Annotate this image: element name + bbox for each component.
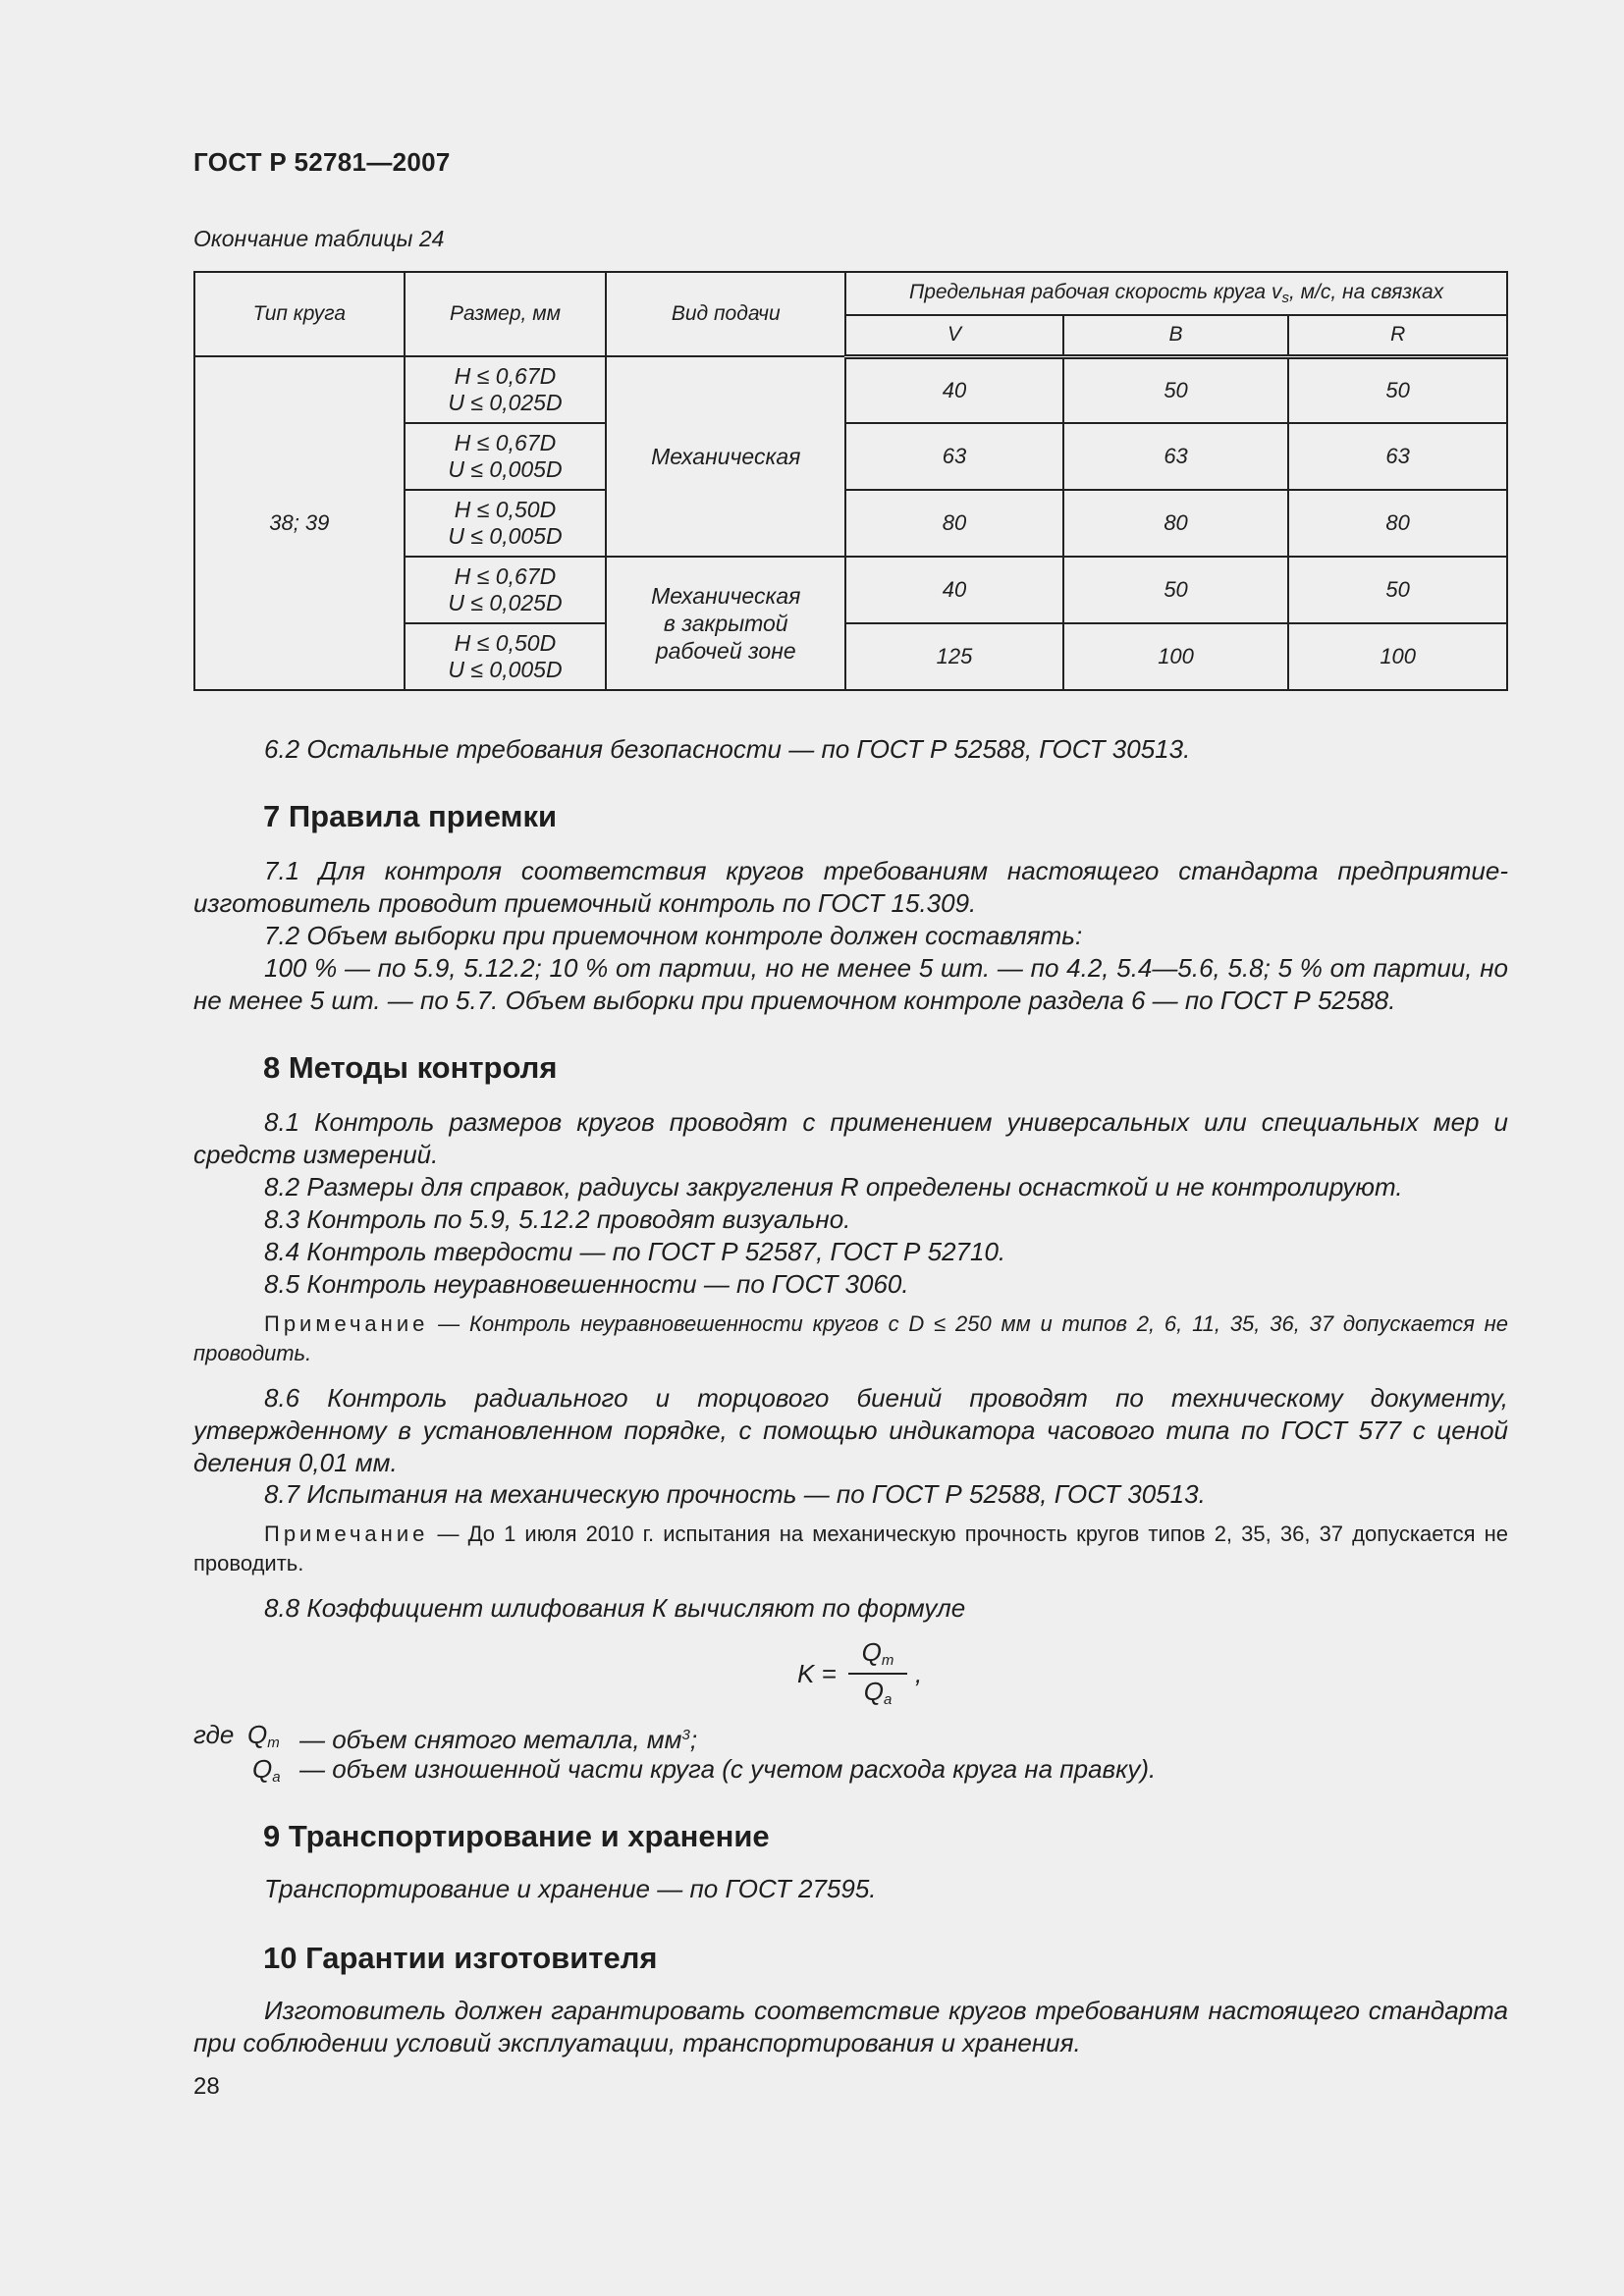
table-row (194, 356, 1507, 423)
legend-text-qm (299, 1718, 697, 1757)
legend-row-qm (193, 1718, 698, 1754)
paragraph-text: 8.6 Контроль радиального и торцового биений проводят по техническому документу, утвержденному в установленном порядке, с помощью индикатора часового типа по ГОСТ 577 с ценой деления 0,01 мм. (193, 1383, 1508, 1477)
paragraph-text: 6.2 Остальные требования безопасности — по ГОСТ Р 52588, ГОСТ 30513. (264, 734, 1191, 764)
paragraph-text: 8.7 Испытания на механическую прочность — по ГОСТ Р 52588, ГОСТ 30513. (264, 1479, 1206, 1509)
paragraph-8-1 (193, 1106, 1508, 1171)
col-header-type: Тип круга (194, 272, 405, 356)
paragraph-text: 100 % — по 5.9, 5.12.2; 10 % от партии, но не менее 5 шт. — по 4.2, 5.4—5.6, 5.8; 5 % от партии, но не менее 5 шт. — по 5.7. Объем выборки при приемочном контроле раздела 6 — по ГОСТ Р 52588. (193, 953, 1508, 1015)
cell-speed-b: 63 (1063, 423, 1289, 490)
paragraph-text: 8.1 Контроль размеров кругов проводят с применением универсальных или специальных мер и средств измерений. (193, 1107, 1508, 1169)
paragraph-text: 8.3 Контроль по 5.9, 5.12.2 проводят визуально. (264, 1204, 851, 1234)
paragraph-6-2 (193, 733, 1508, 766)
numerator-symbol: Q (861, 1637, 882, 1667)
cell-speed-b: 100 (1063, 623, 1289, 690)
section-8-heading: 8 Методы контроля (263, 1050, 558, 1085)
speed-header-sub: s (1281, 290, 1289, 306)
size-line-1: H ≤ 0,50D (454, 630, 557, 656)
legend-row-qa (193, 1752, 1157, 1787)
cell-speed-b: 50 (1063, 356, 1289, 423)
cell-speed-b: 80 (1063, 490, 1289, 557)
paragraph-8-6 (193, 1382, 1508, 1479)
paragraph-7-2 (193, 920, 1508, 952)
paragraph-8-3 (193, 1203, 1508, 1236)
col-header-bond-v: V (845, 315, 1063, 356)
symbol-sub: m (267, 1735, 280, 1751)
note-1 (193, 1309, 1508, 1368)
col-header-speed (845, 272, 1507, 315)
paragraph-text: 7.2 Объем выборки при приемочном контроле должен составлять: (264, 921, 1083, 950)
size-line-1: H ≤ 0,50D (454, 497, 557, 522)
speed-header-prefix: Предельная рабочая скорость круга v (908, 281, 1282, 303)
symbol: Q (252, 1754, 273, 1784)
note-2 (193, 1520, 1508, 1578)
paragraph-text: 8.8 Коэффициент шлифования К вычисляют по формуле (264, 1593, 966, 1623)
formula-legend (193, 1718, 1157, 1787)
section-9-heading: 9 Транспортирование и хранение (263, 1819, 770, 1853)
cell-speed-b: 50 (1063, 557, 1289, 623)
col-header-bond-b: B (1063, 315, 1289, 356)
section-7-heading: 7 Правила приемки (263, 799, 558, 833)
paragraph-8-8 (193, 1592, 1508, 1625)
symbol-sub: a (272, 1769, 281, 1786)
cell-speed-v: 80 (845, 490, 1063, 557)
paragraph-10 (193, 1995, 1508, 2059)
cell-feed-closed-zone (606, 557, 845, 690)
cell-speed-v: 125 (845, 623, 1063, 690)
feed-closed-text: Механическая в закрытой рабочей зоне (651, 583, 801, 664)
formula-comma: , (915, 1659, 923, 1688)
size-line-2: U ≤ 0,005D (448, 456, 563, 482)
document-header: ГОСТ Р 52781—2007 (193, 147, 451, 177)
size-line-2: U ≤ 0,025D (448, 590, 563, 615)
paragraph-8-5 (193, 1268, 1508, 1301)
cell-speed-r: 100 (1288, 623, 1507, 690)
cell-size (405, 356, 607, 423)
paragraph-text: 8.4 Контроль твердости — по ГОСТ Р 52587, ГОСТ Р 52710. (264, 1237, 1006, 1266)
col-header-feed: Вид подачи (606, 272, 845, 356)
size-line-1: H ≤ 0,67D (454, 430, 557, 455)
paragraph-8-4 (193, 1236, 1508, 1268)
paragraph-text: Транспортирование и хранение — по ГОСТ 27595. (264, 1874, 877, 1903)
cell-feed-mechanical: Механическая (606, 356, 845, 557)
paragraph-7-2-values (193, 952, 1508, 1017)
size-line-1: H ≤ 0,67D (454, 363, 557, 389)
cell-speed-r: 80 (1288, 490, 1507, 557)
size-line-2: U ≤ 0,025D (448, 390, 563, 415)
cell-wheel-type: 38; 39 (194, 356, 405, 690)
col-header-size: Размер, мм (405, 272, 607, 356)
cell-speed-r: 50 (1288, 557, 1507, 623)
paragraph-text: 7.1 Для контроля соответствия кругов требованиям настоящего стандарта предприятие-изготовитель проводит приемочный контроль по ГОСТ 15.309. (193, 856, 1508, 918)
cell-speed-r: 50 (1288, 356, 1507, 423)
size-line-1: H ≤ 0,67D (454, 563, 557, 589)
legend-sup: 3 (681, 1727, 690, 1743)
legend-end: ; (689, 1725, 698, 1754)
legend-text: — объем снятого металла, мм (299, 1725, 682, 1754)
fraction-bar (848, 1673, 907, 1675)
paragraph-text: Изготовитель должен гарантировать соответствие кругов требованиям настоящего стандарта при соблюдении условий эксплуатации, транспортирования и хранения. (193, 1996, 1508, 2057)
formula-fraction (848, 1637, 907, 1710)
note-text: — До 1 июля 2010 г. испытания на механическую прочность кругов типов 2, 35, 36, 37 допускается не проводить. (193, 1522, 1508, 1575)
size-line-2: U ≤ 0,005D (448, 657, 563, 682)
col-header-bond-r: R (1288, 315, 1507, 356)
formula-denominator (848, 1677, 907, 1710)
cell-size (405, 623, 607, 690)
symbol: Q (247, 1720, 268, 1749)
cell-speed-r: 63 (1288, 423, 1507, 490)
paragraph-9 (193, 1873, 1508, 1905)
numerator-sub: m (881, 1652, 894, 1669)
cell-speed-v: 40 (845, 557, 1063, 623)
paragraph-8-7 (193, 1478, 1508, 1511)
note-label: Примечание (264, 1522, 429, 1546)
speed-header-suffix: , м/с, на связках (1288, 281, 1444, 303)
paragraph-text: 8.5 Контроль неуравновешенности — по ГОСТ 3060. (264, 1269, 909, 1299)
cell-speed-v: 40 (845, 356, 1063, 423)
cell-size (405, 490, 607, 557)
cell-speed-v: 63 (845, 423, 1063, 490)
paragraph-8-2 (193, 1171, 1508, 1203)
formula-numerator (848, 1637, 907, 1671)
formula-lhs: K = (797, 1659, 837, 1688)
note-text: — Контроль неуравновешенности кругов с D ≤ 250 мм и типов 2, 6, 11, 35, 36, 37 допускается не проводить. (193, 1311, 1508, 1365)
cell-size (405, 423, 607, 490)
paragraph-text: 8.2 Размеры для справок, радиусы закругления R определены оснасткой и не контролируют. (264, 1172, 1403, 1201)
section-10-heading: 10 Гарантии изготовителя (263, 1941, 658, 1975)
table-caption: Окончание таблицы 24 (193, 226, 445, 251)
legend-lead: где (193, 1720, 235, 1749)
legend-symbol-qa (252, 1752, 281, 1794)
paragraph-7-1 (193, 855, 1508, 920)
legend-text-qa: — объем изношенной части круга (с учетом расхода круга на правку). (299, 1754, 1157, 1784)
note-label: Примечание (264, 1311, 429, 1336)
denominator-symbol: Q (863, 1677, 884, 1706)
speed-table (193, 271, 1508, 691)
page-number: 28 (193, 2073, 220, 2100)
cell-size (405, 557, 607, 623)
denominator-sub: a (883, 1691, 893, 1708)
size-line-2: U ≤ 0,005D (448, 523, 563, 549)
